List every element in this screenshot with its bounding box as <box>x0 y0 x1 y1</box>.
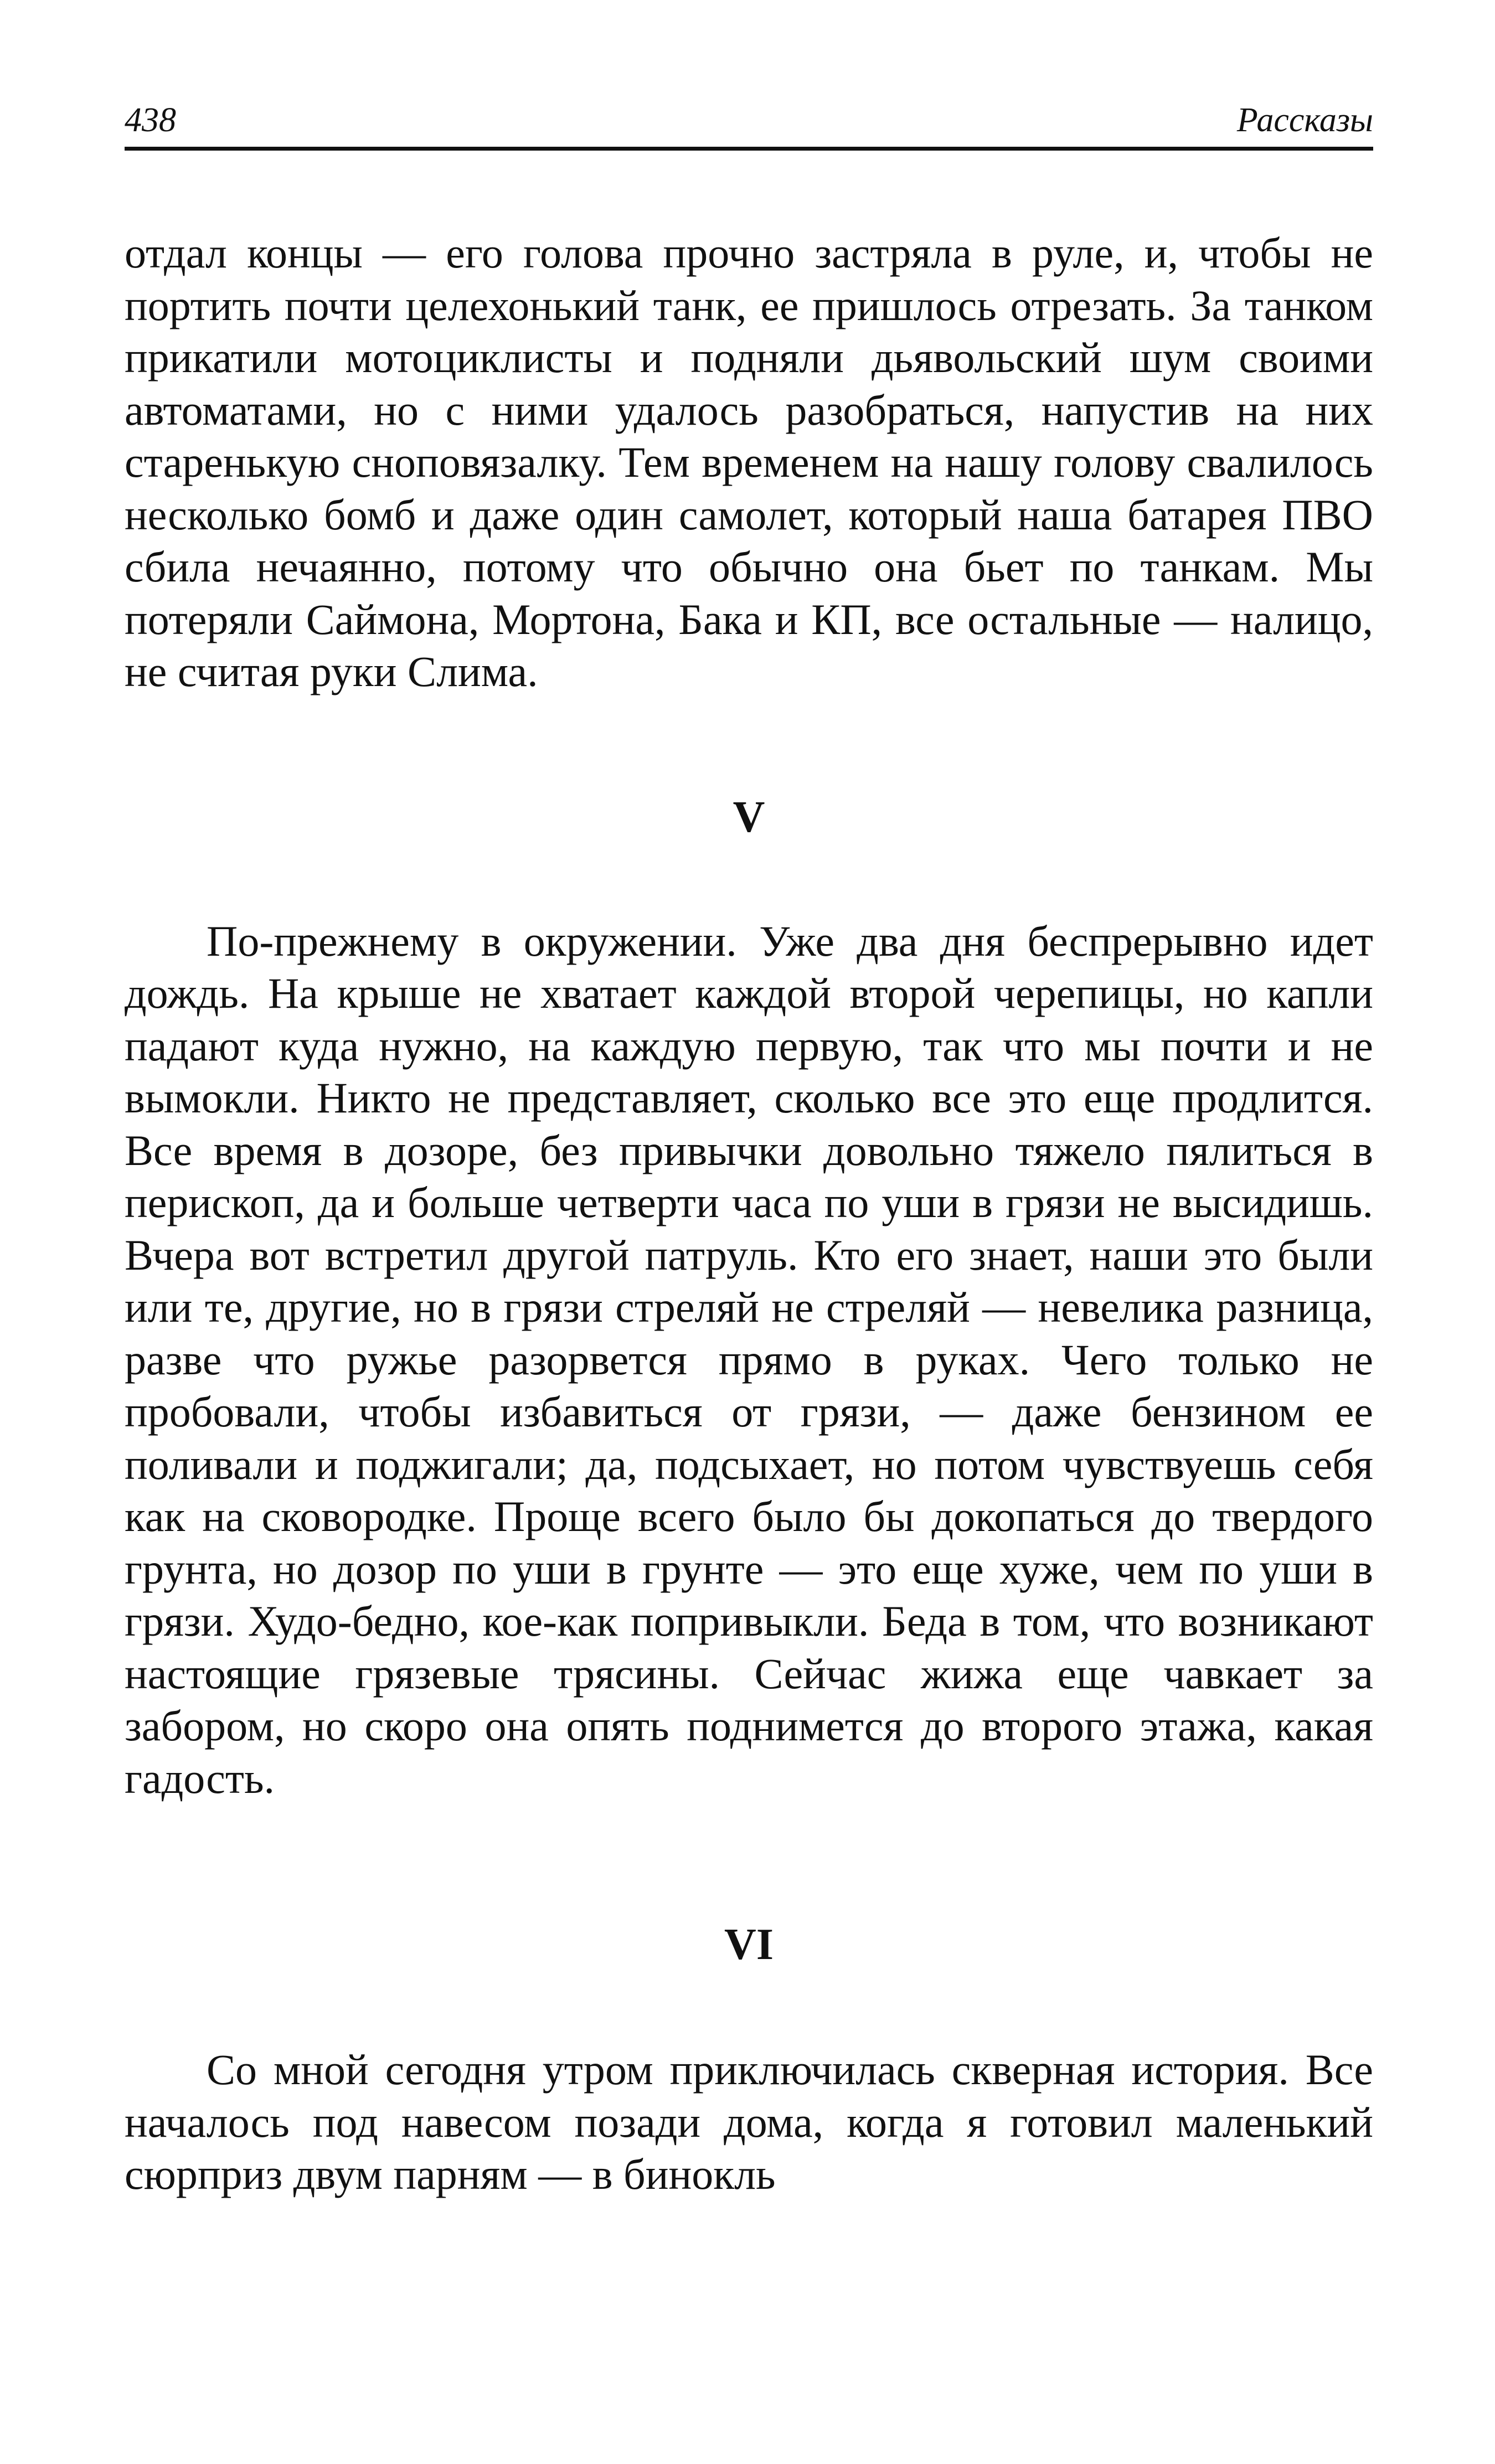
section-v-paragraph: По-прежнему в окружении. Уже два дня беспрерывно идет дождь. На крыше не хватает каждой второй черепицы, но капли падают куда нужно, на каждую первую, так что мы почти и не вымокли. Никто не представляет, сколько все это еще продлится. Все время в дозоре, без привычки довольно тяжело пялиться в перископ, да и больше четверти часа по уши в грязи не высидишь. Вчера вот встретил другой патруль. Кто его знает, наши это были или те, другие, но в грязи стреляй не стреляй — невелика разница, разве что ружье разорвется прямо в руках. Чего только не пробовали, чтобы избавиться от грязи, — даже бензином ее поливали и поджигали; да, подсыхает, но потом чувствуешь себя как на сковородке. Проще всего было бы докопаться до твердого грунта, но дозор по уши в грунте — это еще хуже, чем по уши в грязи. Худо-бедно, кое-как попривыкли. Беда в том, что возникают настоящие грязевые трясины. Сейчас жижа еще чавкает за забором, но скоро она опять поднимется до второго этажа, какая гадость. <box>125 916 1373 1802</box>
running-title: Рассказы <box>1236 101 1373 139</box>
page-header <box>125 94 1373 144</box>
section-heading-vi: VI <box>724 1920 774 1969</box>
page-number: 438 <box>125 101 176 139</box>
book-page <box>125 94 1373 2201</box>
header-rule <box>125 147 1373 151</box>
continued-paragraph: отдал концы — его голова прочно застряла в руле, и, чтобы не портить почти целехонький танк, ее пришлось отрезать. За танком прикатили мотоциклисты и подняли дьявольский шум своими автоматами, но с ними удалось разобраться, напустив на них старенькую сноповязалку. Тем временем на нашу голову свалилось несколько бомб и даже один самолет, который наша батарея ПВО сбила нечаянно, потому что обычно она бьет по танкам. Мы потеряли Саймона, Мортона, Бака и КП, все остальные — налицо, не считая руки Слима. <box>125 229 1373 695</box>
section-heading-v: V <box>733 792 765 842</box>
section-vi-paragraph: Со мной сегодня утром приключилась скверная история. Все началось под навесом позади дома, когда я готовил маленький сюрприз двум парням — в бинокль <box>125 2045 1373 2198</box>
